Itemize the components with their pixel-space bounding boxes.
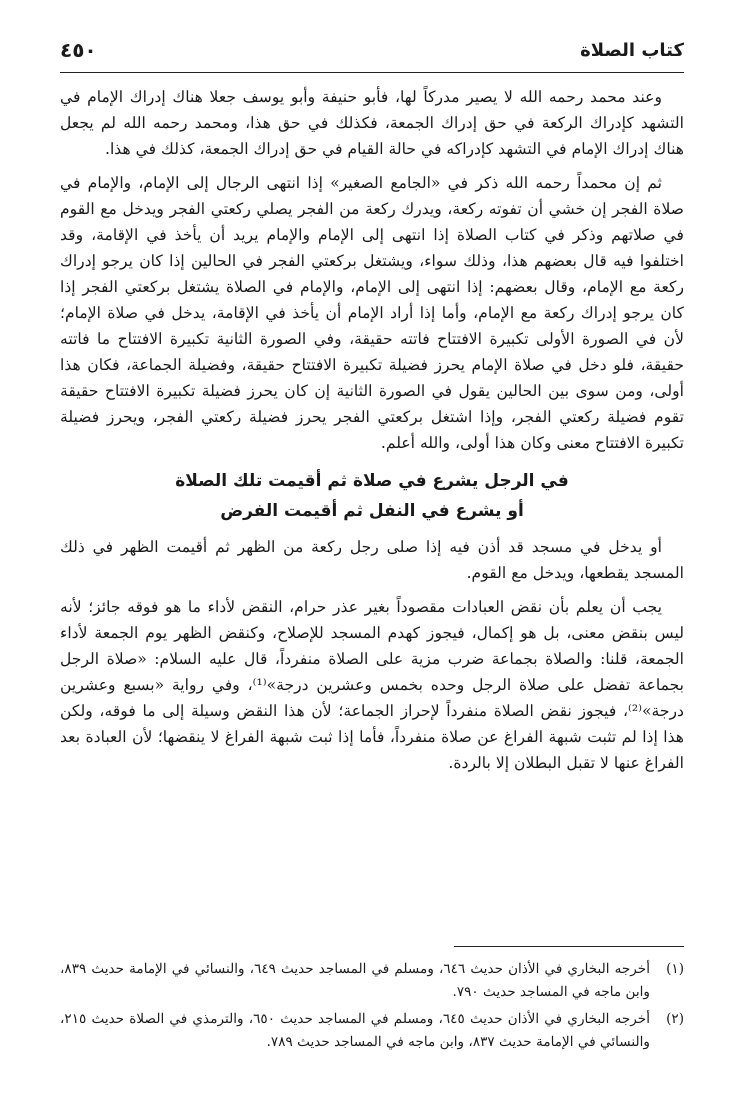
footnotes — [60, 958, 684, 1058]
paragraph: أو يدخل في مسجد قد أذن فيه إذا صلى رجل ركعة من الظهر ثم أقيمت الظهر في ذلك المسجد يقطعها، ويدخل مع القوم. — [60, 538, 684, 582]
footnote — [60, 958, 684, 1004]
footnote-text: أخرجه البخاري في الأذان حديث ٦٤٥، ومسلم في المساجد حديث ٦٥٠، والترمذي في الصلاة حديث ٢١٥، والنسائي في الإمامة حديث ٨٣٧، وابن ماجه في المساجد حديث ٧٨٩. — [60, 1011, 650, 1050]
section-heading — [60, 466, 684, 526]
footnote-number: (٢) — [666, 1011, 684, 1027]
paragraph: يجب أن يعلم بأن نقض العبادات مقصوداً بغير عذر حرام، النقض لأداء ما هو فوقه جائز؛ لأنه ليس بنقض معنى، بل هو إكمال، فيجوز كهدم المسجد للإصلاح، وكنقض الظهر يوم الجمعة لأداء الجمعة، قلنا: والصلاة بجماعة ضرب مزية على الصلاة منفرداً، قال عليه السلام: «صلاة الرجل بجماعة تفضل على صلاة الرجل وحده بخمس وعشرين درجة»⁽¹⁾، وفي رواية «بسبع وعشرين درجة»⁽²⁾، فيجوز نقض الصلاة منفرداً لإحراز الجماعة؛ لأن هذا النقض وسيلة إلى ما فوقه، ولكن هذا إذا لم تثبت شبهة الفراغ عن صلاة منفرداً، فأما إذا ثبت شبهة الفراغ لا ينقضها؛ لأن العبادة بعد الفراغ عنها لا تقبل البطلان إلا بالردة. — [60, 598, 685, 772]
section-heading-line: في الرجل يشرع في صلاة ثم أقيمت تلك الصلاة — [175, 471, 569, 491]
main-text — [60, 84, 684, 784]
running-title: كتاب الصلاة — [580, 40, 684, 61]
footnote-number: (١) — [666, 961, 684, 977]
section-heading-line: أو يشرع في النفل ثم أقيمت الفرض — [220, 501, 524, 521]
footnote — [60, 1008, 684, 1054]
page-header — [60, 38, 684, 73]
footnote-text: أخرجه البخاري في الأذان حديث ٦٤٦، ومسلم في المساجد حديث ٦٤٩، والنسائي في الإمامة حديث ٨٣٩، وابن ماجه في المساجد حديث ٧٩٠. — [60, 961, 650, 1000]
footnote-separator — [454, 946, 684, 947]
page-number: ٤٥٠ — [60, 38, 97, 62]
paragraph: ثم إن محمداً رحمه الله ذكر في «الجامع الصغير» إذا انتهى الرجال إلى الإمام، والإمام في صلاة الفجر إن خشي أن تفوته ركعة، ويدرك ركعة من الفجر يصلي ركعتي الفجر ويدخل مع القوم في صلاتهم وذكر في كتاب الصلاة إذا انتهى إلى الإمام والإمام يريد أن يأخذ في الإقامة، وقد اختلفوا فيه قال بعضهم هذا، وذلك سواء، ويشتغل بركعتي الفجر في الحالين إذا كان يرجو إدراك ركعة مع الإمام، وقال بعضهم: إذا انتهى إلى الإمام، والإمام في الصلاة يشتغل بركعتي الفجر إذا كان يرجو إدراك ركعة مع الإمام، وأما إذا أراد الإمام أن يأخذ في الإقامة، يدخل في صلاة الإمام؛ لأن في الصورة الأولى تكبيرة الافتتاح فاتته حقيقة، وفي الصورة الثانية تكبيرة الافتتاح ما فاتته حقيقة، فلو دخل في صلاة الإمام يحرز فضيلة تكبيرة الافتتاح حقيقة، وفضيلة الجماعة، فكان هذا أولى، ومن سوى بين الحالين يقول في الصورة الثانية إن كان يحرز فضيلة تكبيرة الافتتاح حقيقة تقوم فضيلة ركعتي الفجر، وإذا اشتغل بركعتي الفجر يحرز فضيلة ركعتي الفجر، ويحرز فضيلة تكبيرة الافتتاح معنى وكان هذا أولى، والله أعلم. — [60, 174, 684, 452]
paragraph: وعند محمد رحمه الله لا يصير مدركاً لها، فأبو حنيفة وأبو يوسف جعلا هناك إدراك الإمام في التشهد كإدراك الركعة في حق إدراك الجمعة، فكذلك في حق هذا، ومحمد رحمه الله لم يجعل هناك إدراك الإمام في التشهد كإدراكه في حالة القيام في حق إدراك الجمعة، كذلك في هذا. — [60, 88, 684, 158]
